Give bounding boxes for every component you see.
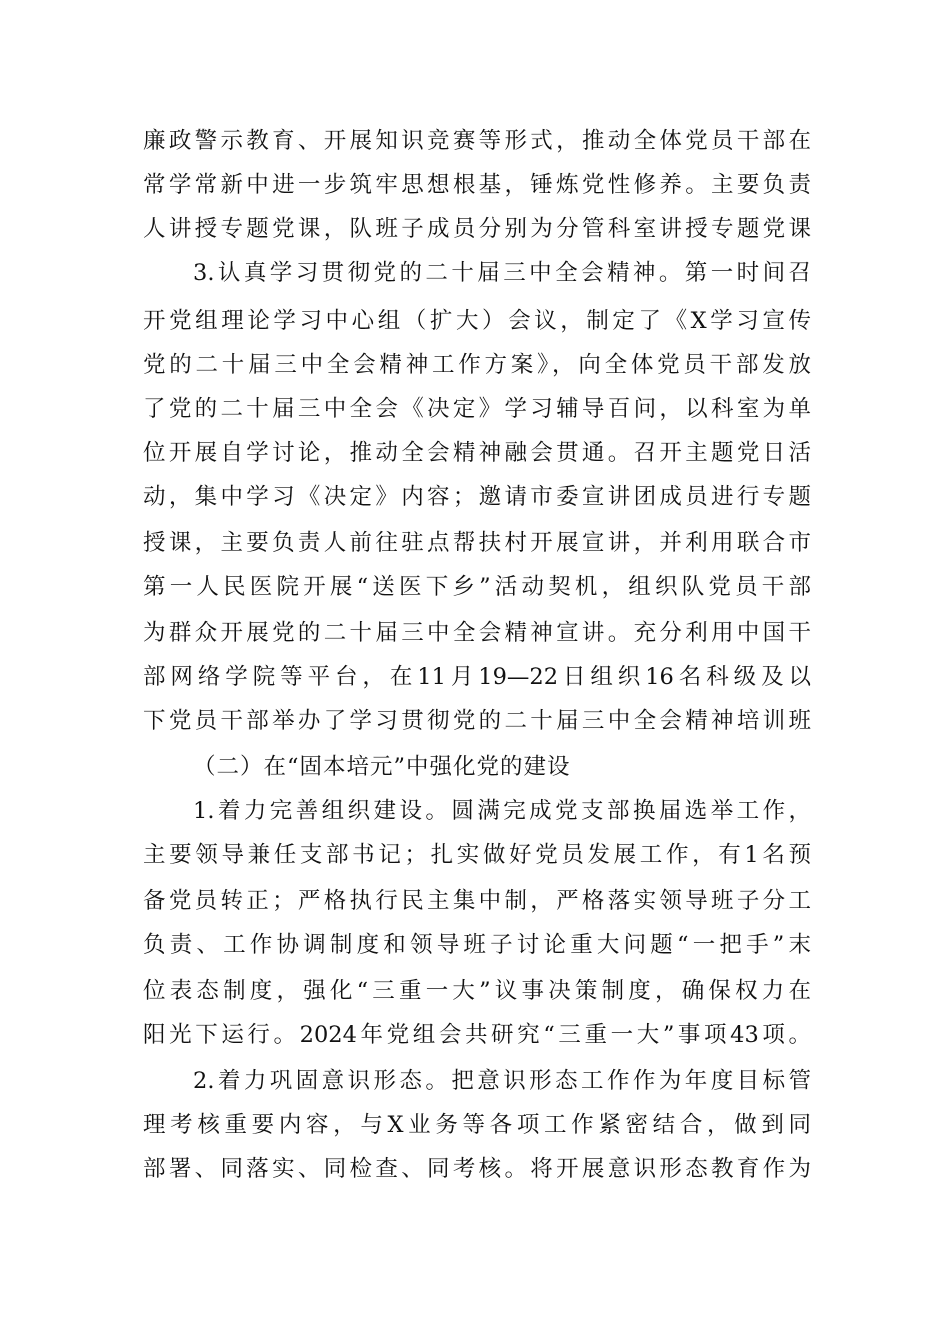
text-line: 负责、工作协调制度和领导班子讨论重大问题“一把手”末 (143, 932, 811, 958)
text-line: 主要领导兼任支部书记；扎实做好党员发展工作，有1名预 (143, 842, 811, 868)
text-line: 部网络学院等平台，在11月19—22日组织16名科级及以 (143, 664, 811, 690)
text-line: 为群众开展党的二十届三中全会精神宣讲。充分利用中国干 (143, 620, 811, 646)
text-line: 动，集中学习《决定》内容；邀请市委宣讲团成员进行专题 (143, 484, 811, 510)
text-line: 备党员转正；严格执行民主集中制，严格落实领导班子分工 (143, 888, 811, 914)
text-line: 了党的二十届三中全会《决定》学习辅导百问，以科室为单 (143, 396, 811, 422)
paragraph-start-line: 3.认真学习贯彻党的二十届三中全会精神。第一时间召 (193, 260, 811, 286)
text-line: 理考核重要内容，与X业务等各项工作紧密结合，做到同 (143, 1112, 811, 1138)
paragraph-start-line: 1.着力完善组织建设。圆满完成党支部换届选举工作， (193, 798, 811, 824)
text-line: 常学常新中进一步筑牢思想根基，锤炼党性修养。主要负责 (143, 172, 811, 198)
text-line: 位表态制度，强化“三重一大”议事决策制度，确保权力在 (143, 978, 811, 1004)
paragraph-start-line: 2.着力巩固意识形态。把意识形态工作作为年度目标管 (193, 1068, 811, 1094)
text-line: 第一人民医院开展“送医下乡”活动契机，组织队党员干部 (143, 574, 811, 600)
text-line: 部署、同落实、同检查、同考核。将开展意识形态教育作为 (143, 1156, 811, 1182)
text-line: 阳光下运行。2024年党组会共研究“三重一大”事项43项。 (143, 1022, 811, 1048)
text-line: 开党组理论学习中心组（扩大）会议，制定了《X学习宣传 (143, 308, 811, 334)
text-line: 授课，主要负责人前往驻点帮扶村开展宣讲，并利用联合市 (143, 530, 811, 556)
text-line: 位开展自学讨论，推动全会精神融会贯通。召开主题党日活 (143, 440, 811, 466)
text-line: 人讲授专题党课，队班子成员分别为分管科室讲授专题党课 (143, 216, 811, 242)
text-line: 廉政警示教育、开展知识竞赛等形式，推动全体党员干部在 (143, 128, 811, 154)
text-line: 下党员干部举办了学习贯彻党的二十届三中全会精神培训班 (143, 708, 811, 734)
section-heading: （二）在“固本培元”中强化党的建设 (193, 754, 571, 780)
text-line: 党的二十届三中全会精神工作方案》，向全体党员干部发放 (143, 352, 811, 378)
